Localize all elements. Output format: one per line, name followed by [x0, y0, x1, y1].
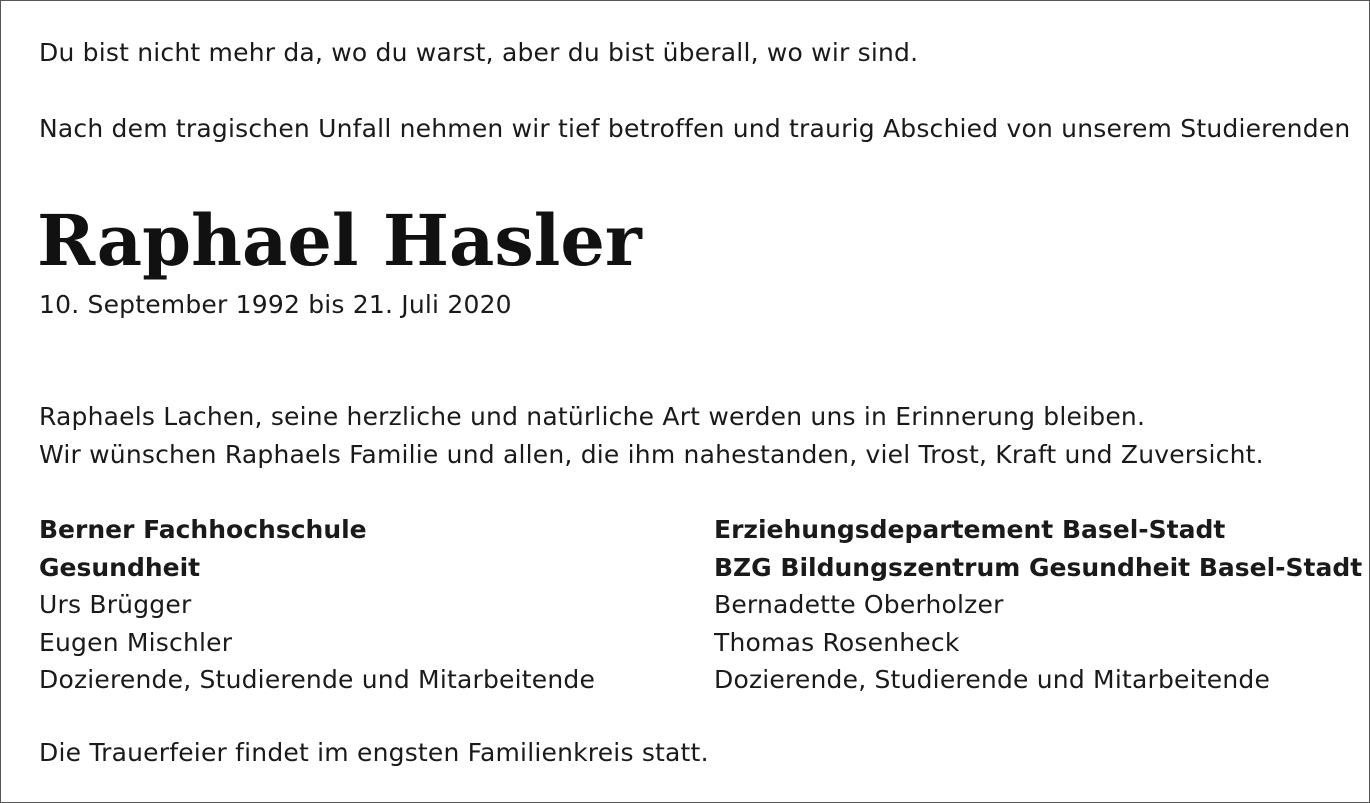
- right-person-2: Thomas Rosenheck: [714, 627, 960, 657]
- left-person-2: Eugen Mischler: [39, 627, 233, 657]
- right-person-1: Bernadette Oberholzer: [714, 590, 1004, 619]
- signatory-right: [714, 511, 1362, 699]
- life-dates: 10. September 1992 bis 21. Juli 2020: [39, 290, 512, 319]
- deceased-name: Raphael Hasler: [37, 199, 642, 282]
- left-org-name-line-2: Gesundheit: [39, 552, 201, 582]
- message-line-2: Wir wünschen Raphaels Familie und allen, die ihm nahestanden, viel Trost, Kraft und Zuversicht.: [39, 440, 1264, 469]
- right-org-name-line-2: BZG Bildungszentrum Gesundheit Basel-Stadt: [714, 552, 1363, 582]
- intro-text: Nach dem tragischen Unfall nehmen wir tief betroffen und traurig Abschied von unserem Studierenden: [39, 114, 1351, 143]
- right-group: Dozierende, Studierende und Mitarbeitende: [714, 665, 1271, 694]
- message-line-1: Raphaels Lachen, seine herzliche und natürliche Art werden uns in Erinnerung bleiben.: [39, 402, 1146, 431]
- left-group: Dozierende, Studierende und Mitarbeitende: [39, 665, 596, 694]
- quote-text: Du bist nicht mehr da, wo du warst, aber du bist überall, wo wir sind.: [39, 38, 919, 67]
- left-person-1: Urs Brügger: [39, 590, 192, 619]
- funeral-note: Die Trauerfeier findet im engsten Familienkreis statt.: [39, 738, 709, 767]
- left-org-name-line-1: Berner Fachhochschule: [39, 515, 367, 544]
- signatory-left: [39, 511, 595, 699]
- right-org-name-line-1: Erziehungsdepartement Basel-Stadt: [714, 515, 1226, 544]
